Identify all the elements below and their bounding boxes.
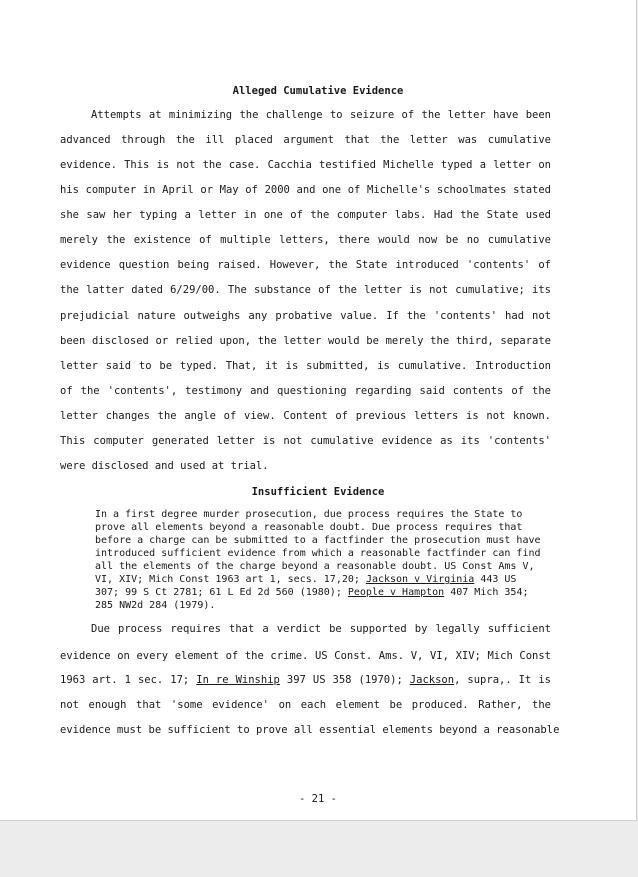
page-number: - 21 - — [299, 793, 337, 805]
body-line: the latter dated 6/29/00. The substance of the letter is not cumulative; its — [60, 284, 551, 296]
body-line: she saw her typing a letter in one of the computer labs. Had the State used — [60, 209, 551, 221]
case-citation: In re Winship — [196, 674, 280, 686]
body-line: been disclosed or relied upon, the letter would be merely the third, separate — [60, 335, 551, 347]
body-line: This computer generated letter is not cumulative evidence as its 'contents' — [60, 435, 551, 447]
quote-text: VI, XIV; Mich Const 1963 art 1, secs. 17,20; — [95, 574, 366, 585]
quote-text: 307; 99 S Ct 2781; 61 L Ed 2d 560 (1980); — [95, 587, 348, 598]
body-line: letter changes the angle of view. Content of previous letters is not known. — [60, 410, 551, 422]
quote-line — [95, 573, 555, 586]
case-citation: People v Hampton — [347, 587, 445, 598]
body-line — [60, 673, 551, 687]
body-line: his computer in April or May of 2000 and one of Michelle's schoolmates stated — [60, 184, 551, 196]
section-heading-cumulative-evidence: Alleged Cumulative Evidence — [232, 85, 404, 97]
quote-line: all the elements of the charge beyond a reasonable doubt. US Const Ams V, — [95, 561, 535, 572]
body-line: were disclosed and used at trial. — [60, 460, 269, 472]
scanner-background — [0, 821, 638, 877]
body-line: evidence. This is not the case. Cacchia testified Michelle typed a letter on — [60, 159, 551, 171]
body-text: , supra,. It is — [454, 674, 551, 686]
quote-text: 407 Mich 354; — [444, 587, 529, 598]
quote-line — [95, 586, 555, 599]
body-line: merely the existence of multiple letters, there would now be no cumulative — [60, 234, 551, 246]
body-text: 1963 art. 1 sec. 17; — [60, 674, 197, 686]
body-text: 397 US 358 (1970); — [279, 674, 410, 686]
body-line: evidence on every element of the crime. US Const. Ams. V, VI, XIV; Mich Const — [60, 650, 551, 662]
quote-line: 285 NW2d 284 (1979). — [95, 600, 216, 611]
body-line: prejudicial nature outweighs any probative value. If the 'contents' had not — [60, 310, 551, 322]
body-line: Attempts at minimizing the challenge to seizure of the letter have been — [91, 109, 551, 121]
case-citation: Jackson — [409, 674, 455, 686]
body-line: Due process requires that a verdict be supported by legally sufficient — [91, 623, 551, 635]
body-line: evidence must be sufficient to prove all essential elements beyond a reasonable — [60, 724, 560, 736]
quote-line: introduced sufficient evidence from which a reasonable factfinder can find — [95, 548, 541, 559]
body-line: evidence question being raised. However, the State introduced 'contents' of — [60, 259, 551, 271]
quote-line: prove all elements beyond a reasonable doubt. Due process requires that — [95, 522, 523, 533]
quote-line: In a first degree murder prosecution, due process requires the State to — [95, 509, 523, 520]
body-line: advanced through the ill placed argument that the letter was cumulative — [60, 134, 551, 146]
body-line: of the 'contents', testimony and questioning regarding said contents of the — [60, 385, 551, 397]
section-heading-insufficient-evidence: Insufficient Evidence — [251, 486, 385, 498]
quote-text: 443 US — [474, 574, 517, 585]
body-line: letter said to be typed. That, it is submitted, is cumulative. Introduction — [60, 360, 551, 372]
quote-line: before a charge can be submitted to a factfinder the prosecution must have — [95, 535, 541, 546]
case-citation: Jackson v Virginia — [365, 574, 475, 585]
body-line: not enough that 'some evidence' on each element be produced. Rather, the — [60, 699, 551, 711]
